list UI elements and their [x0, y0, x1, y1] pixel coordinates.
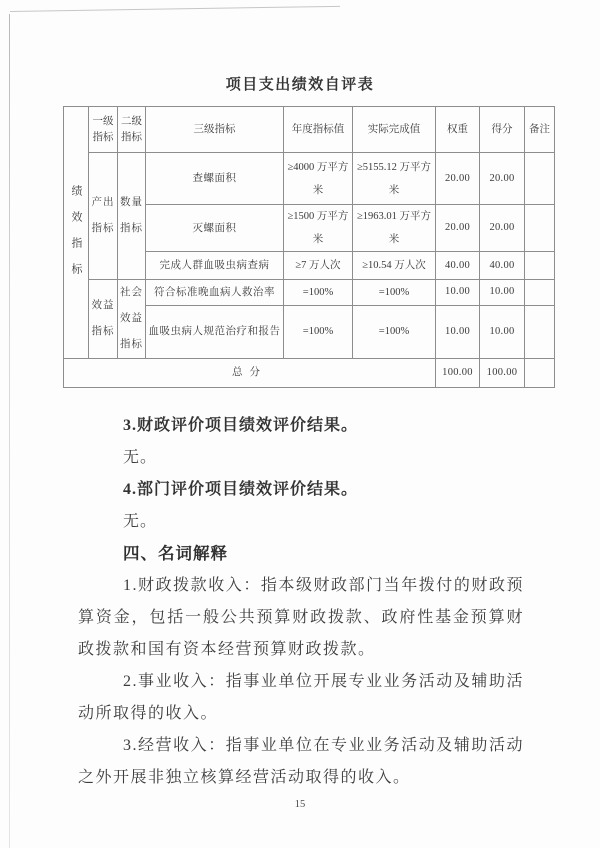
row-group-cell — [64, 107, 89, 359]
table-header-row — [64, 107, 555, 153]
table-row — [64, 280, 555, 306]
target-cell: ≥7 万人次 — [284, 252, 353, 280]
header-note: 备注 — [525, 107, 555, 153]
header-level2: 二级指标 — [118, 107, 146, 153]
header-level3: 三级指标 — [146, 107, 284, 153]
actual-cell: ≥10.54 万人次 — [353, 252, 436, 280]
target-cell: ≥1500 万平方米 — [284, 205, 353, 252]
score-cell: 40.00 — [480, 252, 525, 280]
total-score-cell: 100.00 — [480, 359, 525, 388]
total-label-cell: 总分 — [64, 359, 436, 388]
weight-cell: 20.00 — [436, 205, 480, 252]
section-4-heading: 4.部门评价项目绩效评价结果。 — [123, 481, 359, 498]
table-total-row — [64, 359, 555, 388]
glossary-item-2: 2.事业收入：指事业单位开展专业业务活动及辅助活动所取得的收入。 — [78, 673, 524, 722]
glossary-item-1: 1.财政拨款收入：指本级财政部门当年拨付的财政预算资金，包括一般公共预算财政拨款、政府性基金预算财政拨款和国有资本经营预算财政拨款。 — [78, 577, 524, 658]
weight-cell: 20.00 — [436, 153, 480, 205]
actual-cell: ≥1963.01 万平方米 — [353, 205, 436, 252]
table-row — [64, 153, 555, 205]
indicator-cell: 符合标准晚血病人救治率 — [146, 280, 284, 306]
actual-cell: =100% — [353, 280, 436, 306]
note-cell — [525, 153, 555, 205]
section-3-heading: 3.财政评价项目绩效评价结果。 — [123, 417, 359, 434]
score-cell: 20.00 — [480, 205, 525, 252]
indicator-cell: 血吸虫病人规范治疗和报告 — [146, 305, 284, 358]
weight-cell: 10.00 — [436, 305, 480, 358]
level1-benefit-cell: 效益指标 — [89, 280, 118, 359]
actual-cell: =100% — [353, 305, 436, 358]
row-group-label: 绩效指标 — [70, 185, 82, 289]
note-cell — [525, 305, 555, 358]
note-cell — [525, 252, 555, 280]
page-title: 项目支出绩效自评表 — [225, 77, 375, 93]
target-cell: =100% — [284, 280, 353, 306]
weight-cell: 10.00 — [436, 280, 480, 306]
header-target: 年度指标值 — [284, 107, 353, 153]
indicator-cell: 灭螺面积 — [146, 205, 284, 252]
level1-output-cell: 产出指标 — [89, 153, 118, 280]
scan-edge-left — [9, 14, 10, 848]
total-weight-cell: 100.00 — [436, 359, 480, 388]
target-cell: ≥4000 万平方米 — [284, 153, 353, 205]
weight-cell: 40.00 — [436, 252, 480, 280]
performance-self-eval-table — [63, 106, 555, 388]
header-actual: 实际完成值 — [353, 107, 436, 153]
section-3-body: 无。 — [123, 449, 158, 466]
actual-cell: ≥5155.12 万平方米 — [353, 153, 436, 205]
target-cell: =100% — [284, 305, 353, 358]
score-cell: 20.00 — [480, 153, 525, 205]
indicator-cell: 查螺面积 — [146, 153, 284, 205]
document-body — [78, 410, 524, 794]
glossary-item-3: 3.经营收入：指事业单位在专业业务活动及辅助活动之外开展非独立核算经营活动取得的收入。 — [78, 737, 524, 786]
level2-quantity-cell: 数量指标 — [118, 153, 146, 280]
note-cell — [525, 205, 555, 252]
note-cell — [525, 359, 555, 388]
note-cell — [525, 280, 555, 306]
page-number: 15 — [294, 799, 306, 810]
header-score: 得分 — [480, 107, 525, 153]
score-cell: 10.00 — [480, 280, 525, 306]
header-level1: 一级指标 — [89, 107, 118, 153]
section-4-body: 无。 — [123, 513, 158, 530]
score-cell: 10.00 — [480, 305, 525, 358]
level2-social-benefit-cell: 社会效益指标 — [118, 280, 146, 359]
header-weight: 权重 — [436, 107, 480, 153]
glossary-heading: 四、名词解释 — [123, 545, 228, 563]
indicator-cell: 完成人群血吸虫病查病 — [146, 252, 284, 280]
